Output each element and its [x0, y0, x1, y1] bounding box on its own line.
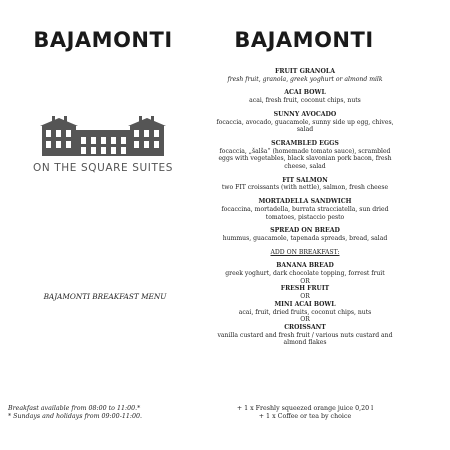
- availability-notes: [8, 405, 208, 421]
- item-description: focaccia, avocado, guacamole, sunny side up egg, chives, salad: [216, 118, 394, 134]
- extra-name: MINI ACAI BOWL: [274, 300, 336, 308]
- drink-line: + 1 x Freshly squeezed orange juice 0,20 l: [236, 405, 374, 412]
- menu-item: [214, 227, 396, 242]
- hotel-logo: [28, 110, 178, 190]
- item-name: ACAI BOWL: [284, 89, 326, 97]
- menu-item: [214, 198, 396, 221]
- or-separator: OR: [300, 293, 310, 301]
- item-description: two FIT croissants (with nettle), salmon, fresh cheese: [221, 184, 389, 192]
- item-description: focaccina, mortadella, burrata stracciatella, sun dried tomatoes, pistaccio pesto: [221, 205, 389, 221]
- add-on-heading: ADD ON BREAKFAST:: [270, 248, 340, 256]
- note-line: Breakfast available from 08:00 to 11:00.*: [8, 405, 141, 412]
- item-description: fresh fruit, granola, greek yoghurt or almond milk: [227, 75, 383, 83]
- menu-item: [214, 111, 396, 134]
- item-name: FIT SALMON: [282, 176, 328, 184]
- extra-description: acai, fruit, dried fruits, coconut chips, nuts: [238, 308, 372, 316]
- extra-name: FRESH FRUIT: [280, 285, 330, 293]
- note-line: * Sundays and holidays from 09:00-11:00.: [8, 413, 142, 420]
- menu-list: [214, 68, 396, 347]
- menu-item: [214, 140, 396, 171]
- drink-line: + 1 x Coffee or tea by choice: [258, 413, 352, 420]
- logo-text: ON THE SQUARE SUITES: [33, 162, 173, 174]
- included-drinks: [214, 405, 396, 421]
- item-description: acai, fresh fruit, coconut chips, nuts: [249, 97, 361, 105]
- or-separator: OR: [300, 316, 310, 324]
- menu-title: BAJAMONTI BREAKFAST MENU: [43, 292, 167, 301]
- item-name: MORTADELLA SANDWICH: [258, 198, 352, 206]
- menu-item: [214, 177, 396, 192]
- item-name: FRUIT GRANOLA: [274, 68, 335, 75]
- brand-title-left: BAJAMONTI: [33, 28, 173, 52]
- item-name: SPREAD ON BREAD: [270, 227, 340, 235]
- or-separator: OR: [300, 277, 310, 285]
- menu-item: [214, 68, 396, 83]
- item-name: SCRAMBLED EGGS: [271, 139, 339, 147]
- brand-title-right: BAJAMONTI: [234, 28, 374, 52]
- extra-description: vanilla custard and fresh fruit / various nuts custard and almond flakes: [217, 331, 393, 347]
- extra-name: BANANA BREAD: [276, 262, 334, 270]
- item-description: hummus, guacamole, tapenada spreads, bread, salad: [222, 234, 388, 242]
- add-on-list: [214, 262, 396, 347]
- extra-description: greek yoghurt, dark chocolate topping, forrest fruit: [225, 270, 385, 278]
- building-icon: [28, 110, 178, 158]
- item-name: SUNNY AVOCADO: [273, 110, 337, 118]
- extra-name: CROISSANT: [284, 323, 326, 331]
- menu-item: [214, 89, 396, 104]
- item-description: focaccia, „šalša“ (homemade tomato sauce), scrambled eggs with vegetables, black slavonian pork bacon, fresh cheese, salad: [218, 147, 392, 171]
